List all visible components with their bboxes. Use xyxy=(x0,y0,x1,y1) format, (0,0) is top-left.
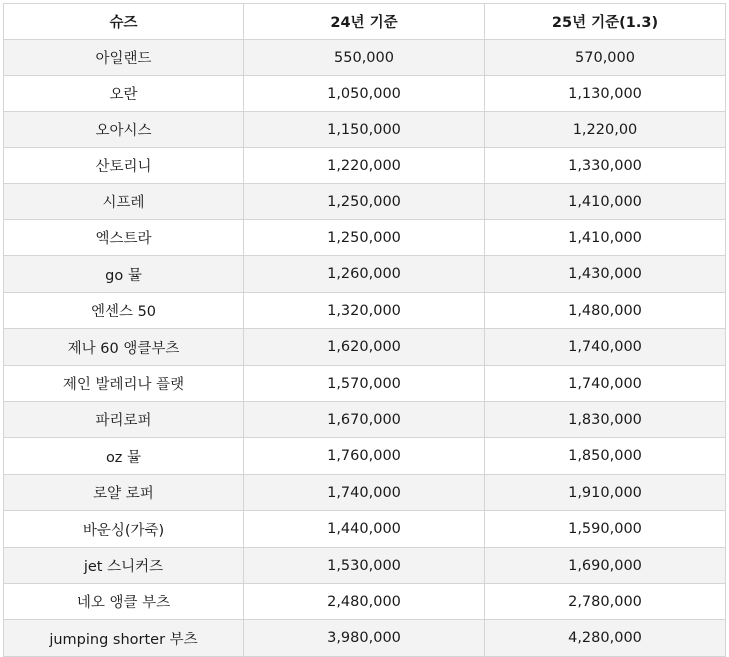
shoe-name-cell: 엑스트라 xyxy=(4,220,244,256)
price-2025-cell: 1,590,000 xyxy=(485,511,726,548)
shoe-name-cell: 오란 xyxy=(4,76,244,112)
table-row xyxy=(4,148,726,184)
price-2025-cell: 1,410,000 xyxy=(485,184,726,220)
price-2025-cell: 1,740,000 xyxy=(485,366,726,402)
table-row xyxy=(4,620,726,657)
shoe-name-cell: 시프레 xyxy=(4,184,244,220)
header-price-2024: 24년 기준 xyxy=(244,4,485,40)
shoe-name-cell: 엔센스 50 xyxy=(4,293,244,329)
price-2024-cell: 550,000 xyxy=(244,40,485,76)
shoe-name-cell: jumping shorter 부츠 xyxy=(4,620,244,657)
shoe-name-cell: 산토리니 xyxy=(4,148,244,184)
shoe-name-cell: jet 스니커즈 xyxy=(4,548,244,584)
table-row xyxy=(4,584,726,620)
price-2024-cell: 3,980,000 xyxy=(244,620,485,657)
price-2024-cell: 1,250,000 xyxy=(244,220,485,256)
price-2025-cell: 570,000 xyxy=(485,40,726,76)
shoe-name-cell: 오아시스 xyxy=(4,112,244,148)
price-2025-cell: 1,430,000 xyxy=(485,256,726,293)
price-2024-cell: 1,740,000 xyxy=(244,475,485,511)
shoe-name-cell: 제나 60 앵클부츠 xyxy=(4,329,244,366)
price-2024-cell: 1,620,000 xyxy=(244,329,485,366)
price-2024-cell: 1,050,000 xyxy=(244,76,485,112)
price-2025-cell: 4,280,000 xyxy=(485,620,726,657)
price-2024-cell: 1,220,000 xyxy=(244,148,485,184)
price-2024-cell: 2,480,000 xyxy=(244,584,485,620)
price-2025-cell: 1,330,000 xyxy=(485,148,726,184)
table-row xyxy=(4,366,726,402)
price-2025-cell: 1,910,000 xyxy=(485,475,726,511)
price-2024-cell: 1,530,000 xyxy=(244,548,485,584)
price-2025-cell: 1,740,000 xyxy=(485,329,726,366)
price-2025-cell: 1,850,000 xyxy=(485,438,726,475)
shoe-name-cell: 바운싱(가죽) xyxy=(4,511,244,548)
table-row xyxy=(4,112,726,148)
shoe-name-cell: 네오 앵클 부츠 xyxy=(4,584,244,620)
price-2025-cell: 1,830,000 xyxy=(485,402,726,438)
shoe-name-cell: go 뮬 xyxy=(4,256,244,293)
shoe-price-table xyxy=(3,3,726,657)
shoe-name-cell: 로얄 로퍼 xyxy=(4,475,244,511)
price-2025-cell: 1,220,00 xyxy=(485,112,726,148)
price-2024-cell: 1,250,000 xyxy=(244,184,485,220)
price-2024-cell: 1,570,000 xyxy=(244,366,485,402)
price-2024-cell: 1,320,000 xyxy=(244,293,485,329)
table-row xyxy=(4,548,726,584)
table-row xyxy=(4,511,726,548)
price-2024-cell: 1,150,000 xyxy=(244,112,485,148)
price-2024-cell: 1,670,000 xyxy=(244,402,485,438)
price-2025-cell: 1,410,000 xyxy=(485,220,726,256)
price-2025-cell: 1,130,000 xyxy=(485,76,726,112)
table-row xyxy=(4,220,726,256)
shoe-name-cell: oz 뮬 xyxy=(4,438,244,475)
table-row xyxy=(4,402,726,438)
price-2024-cell: 1,440,000 xyxy=(244,511,485,548)
price-2025-cell: 1,690,000 xyxy=(485,548,726,584)
table-row xyxy=(4,329,726,366)
header-shoe: 슈즈 xyxy=(4,4,244,40)
shoe-name-cell: 아일랜드 xyxy=(4,40,244,76)
table-row xyxy=(4,184,726,220)
table-header-row xyxy=(4,4,726,40)
price-2024-cell: 1,260,000 xyxy=(244,256,485,293)
header-price-2025: 25년 기준(1.3) xyxy=(485,4,726,40)
shoe-name-cell: 제인 발레리나 플랫 xyxy=(4,366,244,402)
table-row xyxy=(4,76,726,112)
price-2025-cell: 2,780,000 xyxy=(485,584,726,620)
table-row xyxy=(4,40,726,76)
shoe-name-cell: 파리로퍼 xyxy=(4,402,244,438)
price-2024-cell: 1,760,000 xyxy=(244,438,485,475)
table-row xyxy=(4,293,726,329)
table-row xyxy=(4,256,726,293)
table-row xyxy=(4,475,726,511)
table-row xyxy=(4,438,726,475)
price-2025-cell: 1,480,000 xyxy=(485,293,726,329)
